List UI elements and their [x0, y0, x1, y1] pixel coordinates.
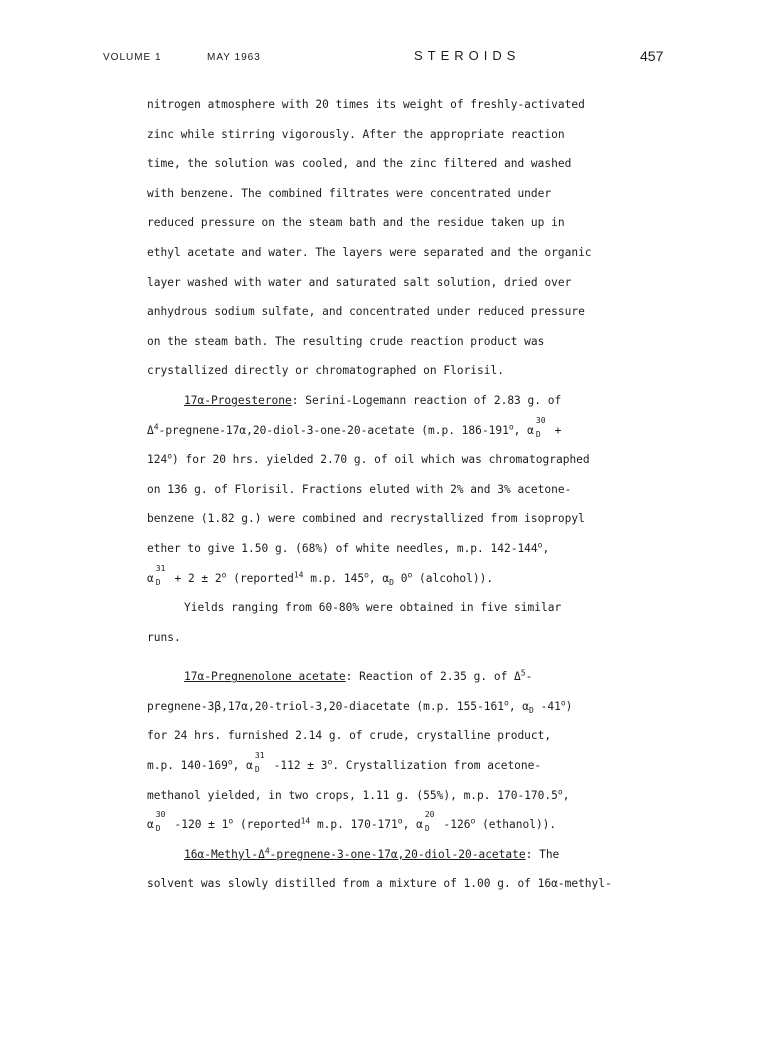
text-line: reduced pressure on the steam bath and the residue taken up in	[147, 216, 565, 230]
text-line: for 24 hrs. furnished 2.14 g. of crude, crystalline product,	[147, 729, 552, 743]
text-line: nitrogen atmosphere with 20 times its weight of freshly-activated	[147, 98, 585, 111]
text-line: runs.	[147, 630, 181, 644]
text-line: 124$^o$) for 20 hrs. yielded 2.70 g. of oil which was chromatographed	[147, 451, 590, 467]
issue-date: MAY 1963	[207, 52, 261, 63]
paragraph-progesterone-line: 17α-Progesterone: Serini-Logemann reaction of 2.83 g. of	[184, 393, 562, 407]
text-line: zinc while stirring vigorously. After the appropriate reaction	[147, 127, 565, 141]
text-line: on the steam bath. The resulting crude reaction product was	[147, 334, 545, 348]
text-line: methanol yielded, in two crops, 1.11 g. (55%), m.p. 170-170.5$^o$,	[147, 786, 570, 802]
text-line: Yields ranging from 60-80% were obtained in five similar	[184, 601, 562, 615]
text-line: on 136 g. of Florisil. Fractions eluted with 2% and 3% acetone-	[147, 482, 572, 496]
article-body	[147, 90, 647, 899]
page-number: 457	[640, 48, 664, 64]
text-line: α 31 D + $2 \pm 2^o$ (reported$^{14}$ m.p. 145$^o$, $\alpha_D$ 0$^o$ (alcohol)).	[147, 563, 494, 587]
paragraph-methyl-pregnene-line: $16\alpha-Methyl-\Delta^4-pregnene-3-one-17\alpha,20-diol-20$-acetate: The	[184, 846, 560, 861]
text-line: $\Delta^4-pregnene-17\alpha,20-diol-3-one-20$-acetate (m.p. 186-191$^o$, α 30 D +	[147, 415, 562, 439]
text-line: with benzene. The combined filtrates were concentrated under	[147, 186, 552, 200]
text-line: benzene (1.82 g.) were combined and recrystallized from isopropyl	[147, 512, 585, 526]
volume-label: VOLUME 1	[103, 52, 162, 63]
text-line: solvent was slowly distilled from a mixture of 1.00 g. of 16α-methyl-	[147, 877, 612, 891]
text-line: time, the solution was cooled, and the zinc filtered and washed	[147, 157, 572, 171]
text-line: ether to give 1.50 g. (68%) of white needles, m.p. 142-144$^o$,	[147, 540, 550, 555]
text-line: ethyl acetate and water. The layers were separated and the organic	[147, 245, 592, 259]
text-line: crystallized directly or chromatographed on Florisil.	[147, 364, 504, 378]
section-heading-pregnenolone-acetate: 17α-Pregnenolone acetate	[184, 670, 346, 684]
text-line: m.p. 140-169$^o$, α 31 D $-112 \pm 3^o$. Crystallization from acetone-	[147, 751, 542, 775]
section-heading-progesterone: 17α-Progesterone	[184, 393, 292, 407]
journal-title: STEROIDS	[414, 48, 521, 63]
text-line: α 30 D $-120 \pm 1^o$ (reported$^{14}$ m.p. 170-171$^o$, α 20 D -126$^o$ (ethanol)).	[147, 810, 557, 834]
text-line: pregnene-3β,17α,20-triol-3,20-diacetate (m.p. 155-161$^o$, $\alpha_D$ -41$^o$)	[147, 698, 573, 716]
text-line: anhydrous sodium sulfate, and concentrated under reduced pressure	[147, 305, 585, 319]
paragraph-pregnenolone-line: 17α-Pregnenolone acetate: Reaction of 2.35 g. of $\Delta^5-$	[184, 668, 533, 684]
text-line: layer washed with water and saturated salt solution, dried over	[147, 275, 572, 289]
section-heading-methyl-pregnene: $16\alpha-Methyl-\Delta^4-pregnene-3-one-17\alpha,20-diol-20$-acetate	[184, 846, 526, 861]
running-header	[0, 48, 768, 68]
